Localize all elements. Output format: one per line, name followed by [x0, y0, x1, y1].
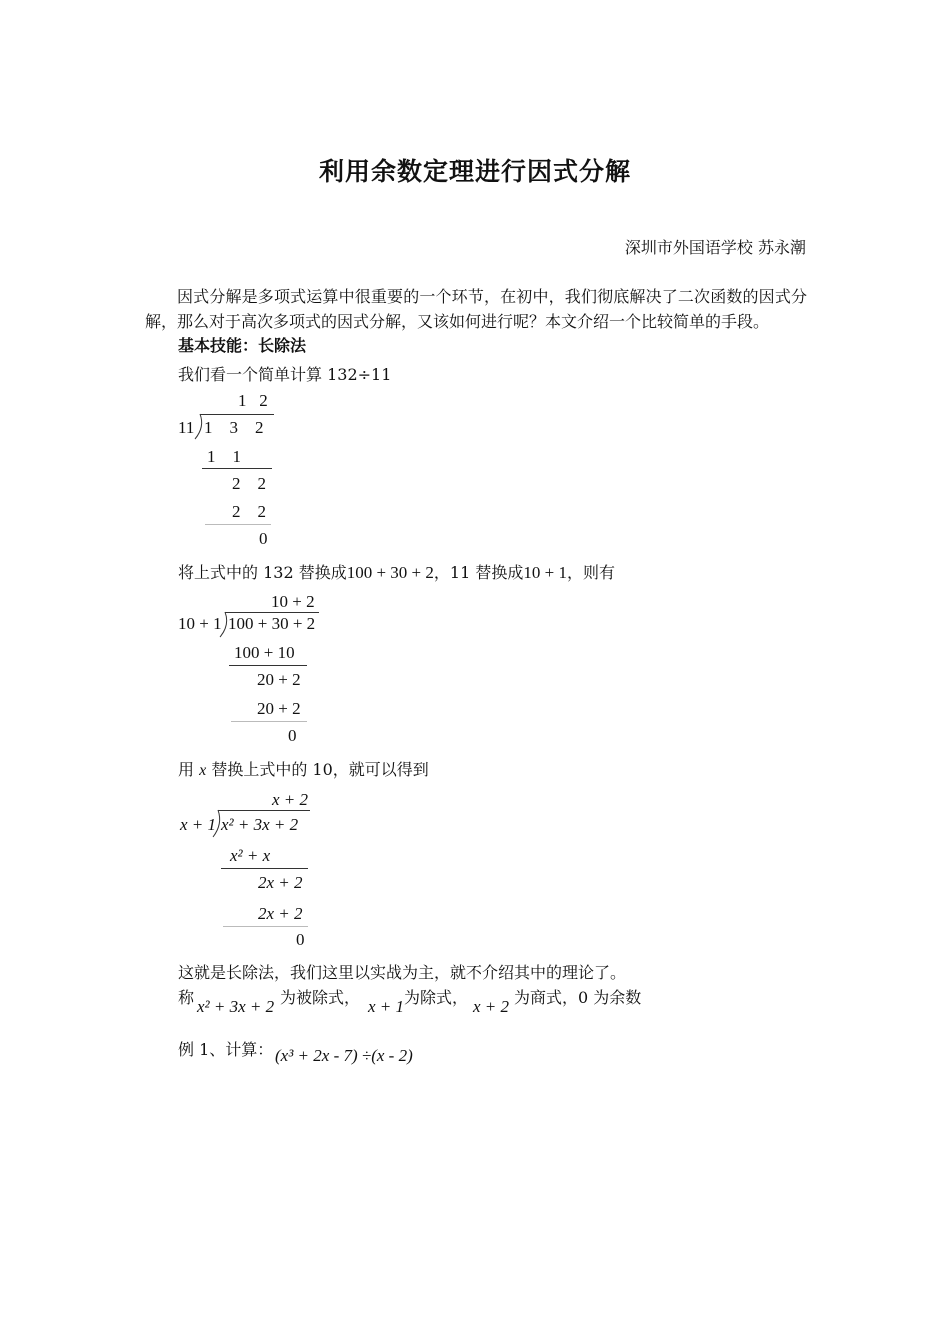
section-heading: 基本技能：长除法	[178, 336, 307, 355]
div3-line2	[223, 926, 308, 927]
div3-step3: 2x + 2	[258, 904, 303, 923]
page-title: 利用余数定理进行因式分解	[318, 157, 631, 186]
replace-text-c: ，则有	[566, 563, 615, 582]
div2-line2	[231, 721, 307, 722]
replace-x-b: 替换上式中的 10，就可以得到	[211, 760, 429, 779]
conclusion-text: 这就是长除法，我们这里以实战为主，就不介绍其中的理论了。	[178, 963, 627, 982]
naming-a: 称	[178, 988, 195, 1007]
div3-quotient: x + 2	[272, 790, 309, 809]
div2-remainder: 0	[288, 726, 297, 745]
div2-line1	[229, 665, 307, 666]
div1-quotient: 1 2	[238, 391, 268, 410]
div3-divisor: x + 1	[180, 815, 217, 834]
author-line: 深圳市外国语学校 苏永潮	[624, 238, 806, 257]
div1-step3: 2 2	[232, 502, 266, 521]
div3-step2: 2x + 2	[258, 873, 303, 892]
div1-divisor: 11	[178, 418, 195, 437]
naming-quotient: x + 2	[473, 997, 510, 1016]
naming-divisor: x + 1	[368, 997, 405, 1016]
div1-remainder: 0	[259, 529, 268, 548]
div2-step1: 100 + 10	[234, 643, 295, 662]
div2-dividend: 100 + 30 + 2	[228, 614, 316, 633]
example-intro: 我们看一个简单计算 132÷11	[178, 365, 392, 384]
replace-text-a: 将上式中的 132 替换成	[178, 563, 347, 582]
div1-step2: 2 2	[232, 474, 266, 493]
div1-bracket	[194, 414, 204, 440]
div1-dividend: 1 3 2	[204, 418, 264, 437]
div1-top-bar	[200, 414, 274, 415]
div2-step3: 20 + 2	[257, 699, 301, 718]
div1-line2	[205, 524, 271, 525]
naming-c: 为除式，	[404, 988, 469, 1007]
div2-quotient: 10 + 2	[271, 592, 315, 611]
replace-text-b: ，11 替换成	[433, 563, 524, 582]
div3-dividend: x² + 3x + 2	[221, 815, 299, 834]
replace-x-var: x	[199, 762, 207, 779]
replace-expr1: 100 + 30 + 2	[346, 563, 434, 582]
div1-line1	[202, 468, 272, 469]
naming-dividend: x² + 3x + 2	[197, 997, 275, 1016]
replace-expr2: 10 + 1	[523, 563, 567, 582]
replace-sentence	[178, 560, 615, 583]
div3-top-bar	[218, 810, 310, 811]
div3-step1: x² + x	[230, 846, 271, 865]
intro-paragraph: 因式分解是多项式运算中很重要的一个环节，在初中，我们彻底解决了二次函数的因式分解，那么对于高次多项式的因式分解，又该如何进行呢？本文介绍一个比较简单的手段。	[145, 287, 807, 331]
replace-x-sentence	[178, 757, 429, 780]
div3-remainder: 0	[296, 930, 305, 949]
div1-step1: 1 1	[207, 447, 241, 466]
replace-x-a: 用	[178, 760, 195, 779]
example1-expression: (x³ + 2x - 7) ÷(x - 2)	[275, 1046, 413, 1065]
div2-step2: 20 + 2	[257, 670, 301, 689]
div3-line1	[221, 868, 308, 869]
example1-label: 例 1、计算：	[178, 1040, 274, 1059]
div2-top-bar	[225, 612, 319, 613]
naming-b: 为被除式，	[280, 988, 361, 1007]
naming-d: 为商式，0 为余数	[514, 988, 642, 1007]
div2-divisor: 10 + 1	[178, 614, 222, 633]
